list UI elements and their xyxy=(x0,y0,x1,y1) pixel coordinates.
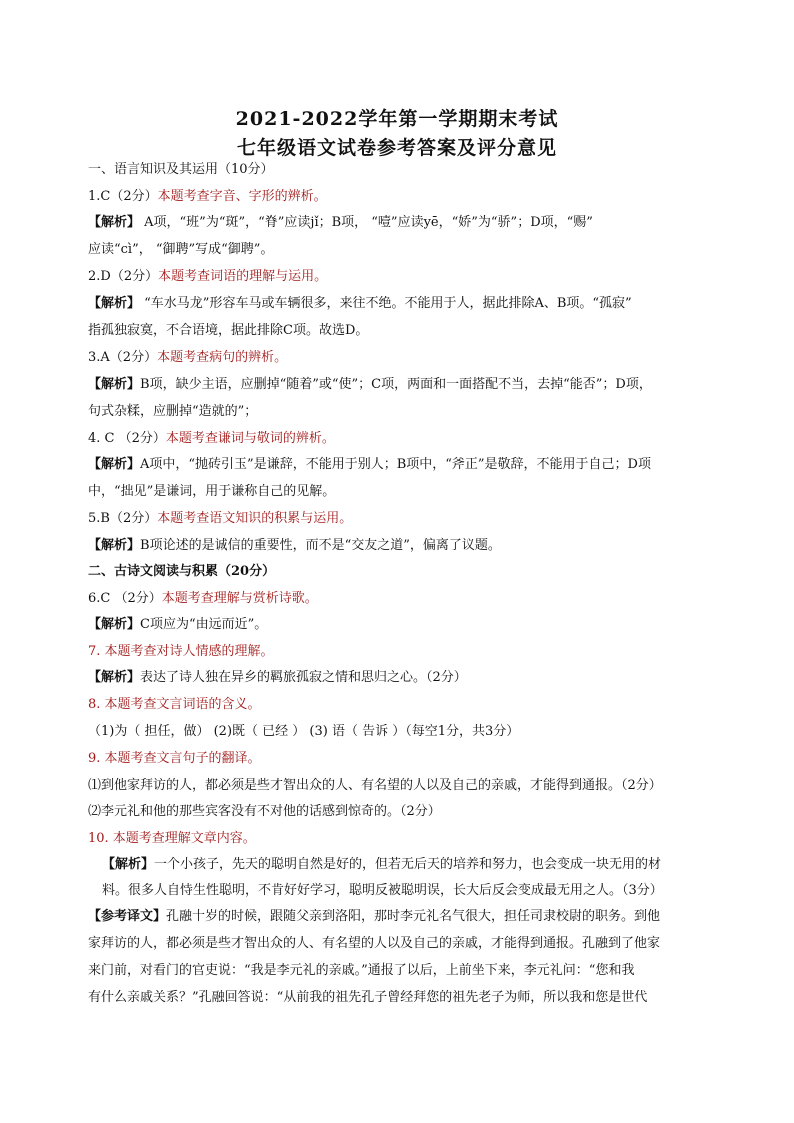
translation-tag: 【参考译文】 xyxy=(88,909,167,924)
q9-answer-2: ⑵李元礼和他的那些宾客没有不对他的话感到惊奇的。（2分） xyxy=(88,804,441,819)
explanation-text: A项中，“抛砖引玉”是谦辞，不能用于别人；B项中，“斧正”是敬辞，不能用于自己；D项 xyxy=(140,457,651,472)
explanation-tag: 【解析】 xyxy=(88,377,141,392)
q6-topic: 本题考查理解与赏析诗歌。 xyxy=(161,591,318,606)
q3-topic: 本题考查病句的辨析。 xyxy=(157,350,288,365)
q10-explanation-line-2: 料。很多人自恃生性聪明，不肯好好学习，聪明反被聪明误，长大后反会变成最无用之人。（3分） xyxy=(102,883,663,898)
q2-answer xyxy=(88,268,327,286)
q3-answer xyxy=(88,349,287,367)
title-line-1: 2021-2022学年第一学期期末考试 xyxy=(235,108,559,130)
explanation-tag: 【解析】 xyxy=(88,215,141,230)
q8-topic: 8. 本题考查文言词语的含义。 xyxy=(88,697,261,712)
explanation-text: C项应为“由远而近”。 xyxy=(140,617,268,632)
q4-explanation-line-2: 中，“拙见”是谦词，用于谦称自己的见解。 xyxy=(88,484,336,499)
q5-label: 5.B（2分） xyxy=(88,511,158,526)
translation-line-4: 有什么亲戚关系？”孔融回答说：“从前我的祖先孔子曾经拜您的祖先老子为师，所以我和您是世代 xyxy=(88,990,648,1005)
translation-line-2: 家拜访的人，都必须是些才智出众的人、有名望的人以及自己的亲戚，才能得到通报。孔融到了他家 xyxy=(88,936,661,951)
explanation-tag: 【解析】 xyxy=(88,538,141,553)
explanation-text: A项，“班”为“斑”，“脊”应读jǐ；B项， “噎”应读yē，“娇”为“骄”；D项，“赐” xyxy=(140,215,593,230)
explanation-text: B项，缺少主语，应删掉“随着”或“使”；C项，两面和一面搭配不当，去掉“能否”；D项， xyxy=(140,377,652,392)
explanation-text: “车水马龙”形容车马或车辆很多，来往不绝。不能用于人，据此排除A、B项。“孤寂” xyxy=(140,296,632,311)
q4-label: 4. C （2分） xyxy=(88,431,166,446)
q1-answer xyxy=(88,188,327,206)
q3-label: 3.A（2分） xyxy=(88,350,158,365)
q4-topic: 本题考查谦词与敬词的辨析。 xyxy=(165,431,335,446)
explanation-text: 表达了诗人独在异乡的羁旅孤寂之情和思归之心。（2分） xyxy=(140,670,467,685)
translation-line-3: 来门前，对看门的官吏说：“我是李元礼的亲戚。”通报了以后，上前坐下来，李元礼问：“您和我 xyxy=(88,963,635,978)
q10-topic: 10. 本题考查理解文章内容。 xyxy=(88,831,256,846)
q6-label: 6.C （2分） xyxy=(88,591,162,606)
q9-answer-1: ⑴到他家拜访的人，都必须是些才智出众的人、有名望的人以及自己的亲戚，才能得到通报。（2分） xyxy=(88,778,662,793)
q6-answer xyxy=(88,590,318,608)
section-2-heading: 二、古诗文阅读与积累（20分） xyxy=(88,564,276,579)
q10-explanation-line-1 xyxy=(102,856,661,874)
q1-explanation-line-2: 应读“cì”， “御聘”写成“御聘”。 xyxy=(88,242,274,257)
explanation-tag: 【解析】 xyxy=(88,670,141,685)
translation-line-1 xyxy=(88,908,660,926)
explanation-tag: 【解析】 xyxy=(88,457,141,472)
q4-answer xyxy=(88,430,335,448)
q4-explanation-line-1 xyxy=(88,456,651,474)
title-line-2: 七年级语文试卷参考答案及评分意见 xyxy=(236,137,557,159)
q2-label: 2.D（2分） xyxy=(88,269,159,284)
q3-explanation-line-1 xyxy=(88,376,652,394)
q8-answer: （1)为（ 担任，做） (2)既（ 已经 ） (3) 语（ 告诉 ）（每空1分，共3分） xyxy=(88,724,520,739)
q2-topic: 本题考查词语的理解与运用。 xyxy=(158,269,328,284)
q5-topic: 本题考查语文知识的积累与运用。 xyxy=(157,511,353,526)
q7-explanation xyxy=(88,669,467,687)
q3-explanation-line-2: 句式杂糅，应删掉“造就的”； xyxy=(88,404,258,419)
q6-explanation xyxy=(88,616,267,634)
explanation-text: 一个小孩子，先天的聪明自然是好的，但若无后天的培养和努力，也会变成一块无用的材 xyxy=(154,857,662,872)
q1-explanation-line-1 xyxy=(88,214,593,232)
q1-topic: 本题考查字音、字形的辨析。 xyxy=(157,189,327,204)
explanation-tag: 【解析】 xyxy=(88,296,141,311)
translation-text: 孔融十岁的时候，跟随父亲到洛阳，那时李元礼名气很大，担任司隶校尉的职务。到他 xyxy=(166,909,661,924)
q5-answer xyxy=(88,510,352,528)
q2-explanation-line-2: 指孤独寂寞，不合语境，据此排除C项。故选D。 xyxy=(88,323,369,338)
q9-topic: 9. 本题考查文言句子的翻译。 xyxy=(88,751,261,766)
q7-topic: 7. 本题考查对诗人情感的理解。 xyxy=(88,644,274,659)
section-1-heading: 一、语言知识及其运用（10分） xyxy=(88,162,274,177)
explanation-tag: 【解析】 xyxy=(88,617,141,632)
explanation-tag: 【解析】 xyxy=(102,857,155,872)
q1-label: 1.C（2分） xyxy=(88,189,158,204)
explanation-text: B项论述的是诚信的重要性，而不是“交友之道”，偏离了议题。 xyxy=(140,538,501,553)
q5-explanation xyxy=(88,537,501,555)
q2-explanation-line-1 xyxy=(88,295,632,313)
